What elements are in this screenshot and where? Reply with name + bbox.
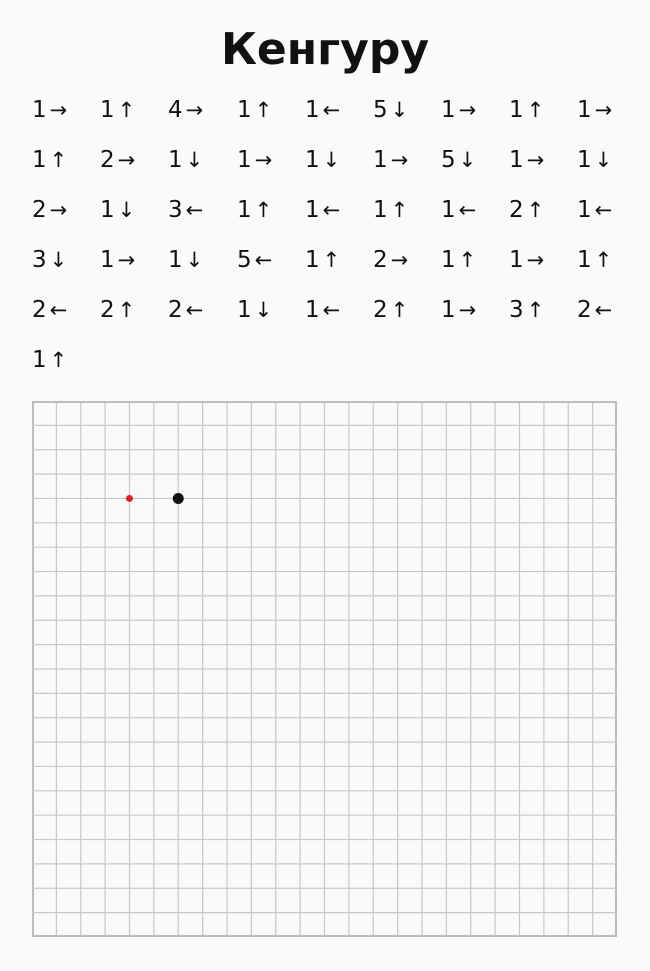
instruction-step	[168, 290, 203, 330]
step-count: 1	[577, 147, 592, 173]
instruction-step	[100, 190, 135, 230]
arrow-down-icon: ↓	[254, 298, 273, 322]
instruction-step	[168, 90, 203, 130]
instruction-step	[509, 290, 544, 330]
arrow-right-icon: →	[390, 148, 409, 172]
instruction-step	[509, 240, 544, 280]
instruction-step	[441, 90, 476, 130]
arrow-down-icon: ↓	[185, 148, 204, 172]
step-count: 5	[441, 147, 456, 173]
step-count: 1	[32, 347, 47, 373]
step-count: 1	[305, 247, 320, 273]
arrow-up-icon: ↑	[390, 298, 409, 322]
page-title: Кенгуру	[220, 24, 430, 75]
arrow-up-icon: ↑	[390, 198, 409, 222]
instruction-step	[509, 190, 544, 230]
arrow-down-icon: ↓	[458, 148, 477, 172]
instruction-step	[305, 140, 340, 180]
arrow-right-icon: →	[458, 298, 477, 322]
start-dot	[126, 495, 133, 502]
arrow-up-icon: ↑	[526, 98, 545, 122]
arrow-down-icon: ↓	[49, 248, 68, 272]
instruction-step	[305, 90, 340, 130]
instruction-step	[577, 190, 612, 230]
instruction-step	[373, 290, 408, 330]
arrow-left-icon: ←	[322, 298, 341, 322]
instruction-step	[237, 90, 272, 130]
instruction-step	[509, 140, 544, 180]
step-count: 3	[32, 247, 47, 273]
instruction-step	[237, 190, 272, 230]
instruction-step	[168, 190, 203, 230]
instruction-step	[305, 290, 340, 330]
step-count: 3	[509, 297, 524, 323]
instruction-step	[577, 240, 612, 280]
instruction-step	[441, 290, 476, 330]
instruction-step	[100, 140, 135, 180]
arrow-up-icon: ↑	[117, 298, 136, 322]
instruction-step	[373, 190, 408, 230]
step-count: 1	[237, 297, 252, 323]
instruction-step	[373, 140, 408, 180]
step-count: 1	[441, 247, 456, 273]
arrow-up-icon: ↑	[49, 348, 68, 372]
step-count: 1	[100, 247, 115, 273]
instruction-step	[32, 290, 67, 330]
arrow-up-icon: ↑	[49, 148, 68, 172]
step-count: 1	[577, 97, 592, 123]
instruction-step	[373, 240, 408, 280]
step-count: 1	[32, 147, 47, 173]
instruction-step	[577, 90, 612, 130]
step-count: 2	[509, 197, 524, 223]
arrow-up-icon: ↑	[458, 248, 477, 272]
instruction-step	[32, 190, 67, 230]
instruction-list	[0, 90, 650, 390]
step-count: 2	[100, 147, 115, 173]
step-count: 1	[305, 197, 320, 223]
instruction-step	[441, 190, 476, 230]
arrow-left-icon: ←	[594, 198, 613, 222]
instruction-step	[237, 240, 272, 280]
arrow-left-icon: ←	[322, 198, 341, 222]
instruction-step	[100, 90, 135, 130]
step-count: 1	[509, 247, 524, 273]
step-count: 2	[373, 297, 388, 323]
instruction-step	[441, 240, 476, 280]
arrow-right-icon: →	[458, 98, 477, 122]
arrow-left-icon: ←	[49, 298, 68, 322]
step-count: 1	[305, 97, 320, 123]
instruction-step	[32, 240, 67, 280]
marker-dot	[173, 493, 184, 504]
step-count: 2	[373, 247, 388, 273]
instruction-step	[32, 340, 67, 380]
arrow-right-icon: →	[526, 148, 545, 172]
step-count: 1	[577, 197, 592, 223]
step-count: 1	[168, 147, 183, 173]
step-count: 1	[509, 97, 524, 123]
arrow-up-icon: ↑	[322, 248, 341, 272]
instruction-step	[577, 290, 612, 330]
instruction-step	[441, 140, 476, 180]
arrow-up-icon: ↑	[117, 98, 136, 122]
instruction-step	[577, 140, 612, 180]
step-count: 1	[305, 297, 320, 323]
instruction-step	[237, 290, 272, 330]
instruction-step	[168, 240, 203, 280]
arrow-left-icon: ←	[594, 298, 613, 322]
instruction-step	[168, 140, 203, 180]
step-count: 1	[441, 97, 456, 123]
arrow-right-icon: →	[185, 98, 204, 122]
arrow-right-icon: →	[117, 148, 136, 172]
arrow-down-icon: ↓	[117, 198, 136, 222]
step-count: 1	[100, 197, 115, 223]
arrow-right-icon: →	[49, 98, 68, 122]
step-count: 1	[168, 247, 183, 273]
arrow-right-icon: →	[594, 98, 613, 122]
arrow-left-icon: ←	[185, 298, 204, 322]
arrow-right-icon: →	[390, 248, 409, 272]
arrow-down-icon: ↓	[185, 248, 204, 272]
step-count: 2	[168, 297, 183, 323]
arrow-right-icon: →	[526, 248, 545, 272]
instruction-step	[237, 140, 272, 180]
step-count: 3	[168, 197, 183, 223]
arrow-left-icon: ←	[254, 248, 273, 272]
drawing-grid[interactable]	[32, 401, 617, 937]
arrow-right-icon: →	[49, 198, 68, 222]
instruction-step	[32, 140, 67, 180]
step-count: 1	[441, 197, 456, 223]
arrow-left-icon: ←	[322, 98, 341, 122]
instruction-step	[373, 90, 408, 130]
step-count: 4	[168, 97, 183, 123]
arrow-up-icon: ↑	[254, 198, 273, 222]
step-count: 5	[237, 247, 252, 273]
arrow-up-icon: ↑	[526, 198, 545, 222]
instruction-step	[32, 90, 67, 130]
instruction-step	[305, 240, 340, 280]
step-count: 1	[373, 197, 388, 223]
step-count: 1	[373, 147, 388, 173]
arrow-down-icon: ↓	[390, 98, 409, 122]
step-count: 1	[441, 297, 456, 323]
instruction-step	[100, 240, 135, 280]
step-count: 1	[305, 147, 320, 173]
step-count: 5	[373, 97, 388, 123]
step-count: 1	[577, 247, 592, 273]
arrow-up-icon: ↑	[594, 248, 613, 272]
step-count: 1	[32, 97, 47, 123]
arrow-left-icon: ←	[458, 198, 477, 222]
arrow-right-icon: →	[117, 248, 136, 272]
arrow-up-icon: ↑	[254, 98, 273, 122]
step-count: 2	[100, 297, 115, 323]
step-count: 1	[509, 147, 524, 173]
step-count: 1	[237, 197, 252, 223]
instruction-step	[305, 190, 340, 230]
arrow-up-icon: ↑	[526, 298, 545, 322]
step-count: 1	[237, 97, 252, 123]
step-count: 1	[100, 97, 115, 123]
step-count: 2	[32, 197, 47, 223]
arrow-down-icon: ↓	[594, 148, 613, 172]
step-count: 1	[237, 147, 252, 173]
step-count: 2	[577, 297, 592, 323]
arrow-right-icon: →	[254, 148, 273, 172]
arrow-down-icon: ↓	[322, 148, 341, 172]
instruction-step	[509, 90, 544, 130]
instruction-step	[100, 290, 135, 330]
grid-canvas[interactable]	[32, 401, 617, 937]
arrow-left-icon: ←	[185, 198, 204, 222]
step-count: 2	[32, 297, 47, 323]
